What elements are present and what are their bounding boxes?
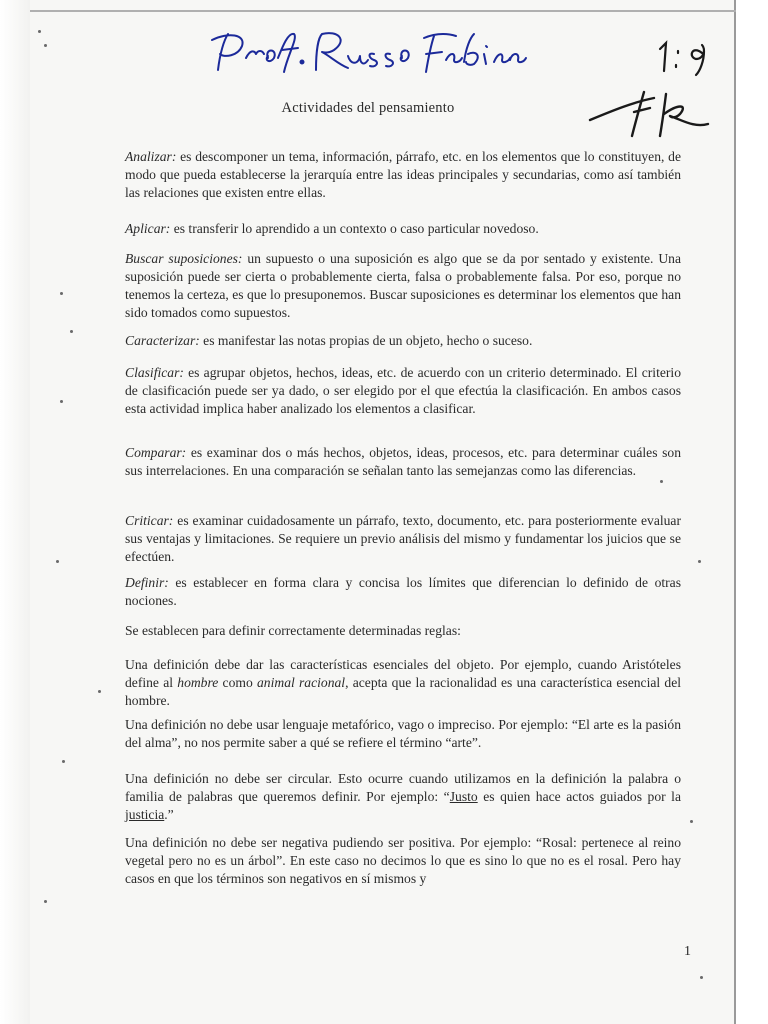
scan-speck [62, 760, 65, 763]
definition-text: es establecer en forma clara y concisa los límites que diferencian lo definido de otras nociones. [125, 575, 681, 608]
rules-intro: Se establecen para definir correctamente determinadas reglas: [125, 623, 461, 638]
rule-underlined-word: justicia [125, 807, 165, 822]
definition-caracterizar [125, 332, 681, 350]
definition-text: es examinar dos o más hechos, objetos, ideas, procesos, etc. para determinar cuáles son sus interrelaciones. En una comparación se señalan tanto las semejanzas como las diferencias. [125, 445, 681, 478]
scan-speck [38, 30, 41, 33]
term: Buscar suposiciones: [125, 251, 243, 266]
rule-circular [125, 770, 681, 824]
page-number: 1 [684, 944, 691, 959]
definition-aplicar [125, 220, 681, 238]
rule-text: .” [164, 807, 174, 822]
rule-term: animal racional [257, 675, 346, 690]
term: Clasificar: [125, 365, 184, 380]
definition-buscar-suposiciones [125, 250, 681, 322]
term: Caracterizar: [125, 333, 200, 348]
scan-speck [698, 560, 701, 563]
term: Analizar: [125, 149, 177, 164]
rule-text: Una definición debe dar las características esenciales del objeto. Por ejemplo, cuando Aristóteles define al [125, 657, 681, 690]
definition-analizar [125, 148, 681, 202]
scan-speck [44, 44, 47, 47]
definition-definir [125, 574, 681, 610]
term: Criticar: [125, 513, 174, 528]
rule-text: como [218, 675, 257, 690]
definition-clasificar [125, 364, 681, 418]
handwritten-name-signature [198, 28, 528, 83]
rule-text: , acepta que la racionalidad es una característica esencial del hombre. [125, 675, 682, 708]
scan-right-edge [734, 0, 768, 1024]
page-title: Actividades del pensamiento [281, 100, 455, 116]
rule-text: Una definición no debe ser circular. Esto ocurre cuando utilizamos en la definición la palabra o familia de palabras que queremos definir. Por ejemplo: “ [125, 771, 681, 804]
scan-speck [690, 820, 693, 823]
rule-metaforico: Una definición no debe usar lenguaje metafórico, vago o impreciso. Por ejemplo: “El arte es la pasión del alma”, no nos permite saber a qué se refiere el término “arte”. [125, 717, 681, 750]
scan-speck [44, 900, 47, 903]
scan-speck [56, 560, 59, 563]
term: Definir: [125, 575, 169, 590]
scan-speck [60, 292, 63, 295]
rule-underlined-word: Justo [449, 789, 478, 804]
scan-speck [700, 976, 703, 979]
rule-esenciales [125, 656, 681, 710]
rule-term: hombre [177, 675, 219, 690]
definition-text: es agrupar objetos, hechos, ideas, etc. de acuerdo con un criterio determinado. El criterio de clasificación puede ser ya dado, o ser elegido por el que efectúa la clasificación. En ambos casos esta actividad implica haber analizado los elementos a clasificar. [125, 365, 681, 416]
definition-text: es examinar cuidadosamente un párrafo, texto, documento, etc. para posteriormente evaluar sus ventajas y limitaciones. Se requiere un previo análisis del mismo y fundamentar los juicios que se efectúen. [125, 513, 681, 564]
scan-speck [660, 480, 663, 483]
definition-text: es transferir lo aprendido a un contexto o caso particular novedoso. [170, 221, 539, 236]
definition-text: un supuesto o una suposición es algo que se da por sentado y existente. Una suposición puede ser cierta o probablemente cierta, falsa o probablemente falsa. Por eso, porque no tenemos la certeza, es que lo presuponemos. Buscar suposiciones es determinar los elementos que han sido tomados como supuestos. [125, 251, 681, 320]
term: Aplicar: [125, 221, 171, 236]
definition-text: es manifestar las notas propias de un objeto, hecho o suceso. [199, 333, 533, 348]
rule-text: es quien hace actos guiados por la [477, 789, 681, 804]
term: Comparar: [125, 445, 187, 460]
definition-text: es descomponer un tema, información, párrafo, etc. en los elementos que lo constituyen, de modo que pueda establecerse la jerarquía entre las ideas principales y secundarias, como así también las relaciones que existen entre ellas. [125, 149, 681, 200]
rule-negativa: Una definición no debe ser negativa pudiendo ser positiva. Por ejemplo: “Rosal: pertenece al reino vegetal pero no es un árbol”. En este caso no decimos lo que es sino lo que no es el rosal. Pero hay casos en que los términos son negativos en sí mismos y [125, 835, 681, 886]
scan-speck [60, 400, 63, 403]
definition-comparar [125, 444, 681, 480]
definition-criticar [125, 512, 681, 566]
scan-speck [98, 690, 101, 693]
handwritten-page-mark [652, 35, 722, 80]
scan-left-margin [0, 0, 30, 1024]
scan-speck [70, 330, 73, 333]
scan-top-edge [30, 10, 736, 12]
